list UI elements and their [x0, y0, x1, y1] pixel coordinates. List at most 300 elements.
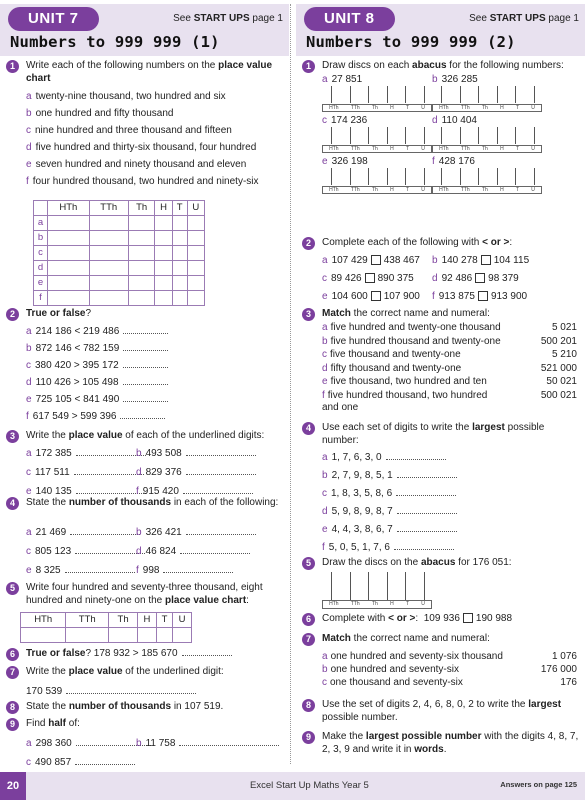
abacus-rod	[478, 168, 479, 185]
question-number: 3	[6, 430, 19, 443]
item-letter: f	[26, 411, 29, 422]
abacus-rod	[515, 127, 516, 144]
question-4	[302, 422, 581, 557]
abacus-rod	[424, 572, 425, 600]
abacus-rod	[534, 86, 535, 103]
question-number: 8	[302, 699, 315, 712]
list-item	[136, 738, 279, 751]
question-text: True or false? 178 932 > 185 670	[26, 648, 285, 661]
list-item	[322, 506, 457, 519]
question-text: True or false?	[26, 308, 92, 319]
list-item	[26, 565, 135, 578]
list-item	[322, 542, 454, 555]
left-number: 89 426	[331, 273, 362, 284]
item-text: 27 851	[331, 74, 363, 85]
rod-label: Th	[371, 104, 378, 111]
item-text: fifty thousand and twenty-one	[330, 362, 462, 374]
rod-label: HTh	[329, 145, 339, 152]
item-text: 1, 7, 6, 3, 0	[331, 452, 382, 463]
rod-label: H	[390, 601, 394, 608]
item-text: 872 146 < 782 159	[35, 343, 120, 354]
table-cell[interactable]	[155, 261, 172, 276]
question-5	[6, 582, 285, 647]
table-cell[interactable]	[89, 216, 128, 231]
abacus-base	[432, 104, 542, 112]
right-number: 890 375	[377, 273, 414, 284]
table-cell[interactable]	[187, 276, 204, 291]
match-name	[322, 390, 487, 403]
question-text: Complete with < or >: 109 936 190 988	[322, 613, 513, 624]
question-6	[6, 648, 285, 661]
item-letter: d	[322, 362, 328, 374]
answer-blank[interactable]	[70, 527, 140, 535]
item-letter: c	[322, 115, 327, 126]
list-item	[26, 757, 135, 770]
table-cell[interactable]	[89, 231, 128, 246]
question-number: 2	[6, 308, 19, 321]
answer-blank[interactable]	[394, 542, 454, 550]
answer-blank[interactable]	[66, 686, 196, 694]
table-cell[interactable]	[128, 276, 155, 291]
abacus-rod	[515, 168, 516, 185]
item-letter: a	[322, 74, 328, 85]
item-text: 140 135	[35, 486, 72, 497]
item-letter: e	[322, 524, 328, 535]
item-letter: a	[26, 91, 32, 102]
abacus-rod	[460, 86, 461, 103]
match-name	[322, 349, 461, 362]
table-row	[34, 291, 205, 306]
item-text: 46 824	[145, 546, 177, 557]
item-text: 172 385	[35, 448, 72, 459]
table-cell[interactable]	[48, 261, 90, 276]
answer-blank[interactable]	[397, 506, 457, 514]
table-cell[interactable]	[128, 231, 155, 246]
question-number: 4	[302, 422, 315, 435]
question-number: 9	[6, 718, 19, 731]
answer-blank[interactable]	[120, 411, 165, 419]
unit-label: UNIT 7	[8, 7, 99, 31]
abacus-rod	[497, 86, 498, 103]
table-cell[interactable]	[48, 291, 90, 306]
answers-reference: Answers on page 125	[500, 780, 577, 789]
question-text: Use each set of digits to write the largest possible number:	[322, 422, 545, 446]
abacus-rod	[534, 168, 535, 185]
item-letter: a	[26, 527, 32, 538]
list-item	[26, 448, 146, 461]
item-text: 2, 7, 9, 8, 5, 1	[331, 470, 393, 481]
abacus-rod	[460, 168, 461, 185]
table-cell[interactable]	[89, 291, 128, 306]
question-1	[6, 60, 285, 310]
item-letter: c	[322, 677, 327, 688]
item-letter: b	[136, 527, 142, 538]
rod-label: H	[390, 186, 394, 193]
comparison-item	[432, 273, 519, 286]
answer-blank[interactable]	[386, 452, 446, 460]
item-letter: c	[322, 273, 327, 284]
table-cell[interactable]	[187, 216, 204, 231]
rod-label: U	[421, 186, 425, 193]
table-cell[interactable]	[89, 246, 128, 261]
abacus-rod	[331, 127, 332, 144]
column-header: Th	[109, 613, 138, 628]
item-text: 998	[142, 565, 160, 576]
item-text: 11 758	[145, 738, 176, 749]
abacus-rod	[497, 168, 498, 185]
table-cell[interactable]	[155, 216, 172, 231]
rod-label: U	[421, 104, 425, 111]
table-cell[interactable]	[155, 246, 172, 261]
row-label: a	[34, 216, 48, 231]
answer-blank[interactable]	[74, 467, 144, 475]
unit-label: UNIT 8	[304, 7, 395, 31]
item-letter: f	[322, 389, 325, 401]
table-row	[34, 231, 205, 246]
list-item	[136, 527, 256, 540]
answer-box[interactable]	[371, 255, 381, 265]
rod-label: U	[531, 145, 535, 152]
list-item	[26, 108, 173, 121]
abacus-base	[322, 145, 432, 153]
item-letter: e	[322, 291, 328, 302]
question-text: Draw discs on each abacus for the following numbers:	[322, 60, 564, 71]
item-text: 21 469	[35, 527, 67, 538]
answer-blank[interactable]	[397, 524, 457, 532]
item-text: 326 421	[145, 527, 182, 538]
answer-box[interactable]	[478, 291, 488, 301]
question-number: 6	[6, 648, 19, 661]
abacus-rod	[478, 86, 479, 103]
abacus[interactable]	[322, 127, 432, 153]
question-number: 3	[302, 308, 315, 321]
column-header: HTh	[48, 201, 90, 216]
item-text: 5, 0, 5, 1, 7, 6	[328, 542, 390, 553]
match-numeral: 5 021	[551, 322, 577, 333]
item-text: one hundred and fifty thousand	[35, 108, 174, 119]
item-text: twenty-nine thousand, two hundred and six	[35, 91, 226, 102]
answer-blank[interactable]	[123, 377, 168, 385]
table-cell[interactable]	[48, 231, 90, 246]
answer-blank[interactable]	[180, 546, 250, 554]
row-label: c	[34, 246, 48, 261]
rod-label: H	[390, 145, 394, 152]
item-text: 915 420	[142, 486, 179, 497]
abacus[interactable]	[322, 168, 432, 194]
row-label: b	[34, 231, 48, 246]
list-item	[26, 394, 168, 407]
table-cell[interactable]	[128, 246, 155, 261]
item-text: 490 857	[35, 757, 72, 768]
rod-label: HTh	[329, 104, 339, 111]
question-6	[302, 613, 581, 626]
item-text: one hundred and seventy-six	[330, 664, 459, 675]
item-text: 110 404	[441, 115, 477, 126]
column-header: T	[172, 201, 187, 216]
abacus-rod	[387, 168, 388, 185]
item-text: 174 236	[331, 115, 368, 126]
item-letter: c	[26, 546, 31, 557]
item-text: 380 420 > 395 172	[35, 360, 119, 371]
list-item	[432, 74, 478, 87]
table-cell[interactable]	[187, 231, 204, 246]
question-number: 4	[6, 497, 19, 510]
item-letter: d	[26, 377, 32, 388]
match-numeral: 500 021	[540, 389, 577, 401]
question-text: Write four hundred and seventy-three thousand, eight hundred and ninety-one on the place value chart:	[26, 582, 263, 606]
abacus[interactable]	[322, 86, 432, 112]
column-header: HTh	[21, 613, 66, 628]
table-cell[interactable]	[187, 291, 204, 306]
item-letter: a	[26, 448, 32, 459]
table-cell[interactable]	[128, 291, 155, 306]
list-item	[136, 467, 256, 480]
table-cell[interactable]	[187, 261, 204, 276]
abacus-rod	[350, 86, 351, 103]
question-text: Write each of the following numbers on the place value chart	[26, 60, 273, 84]
question-text: State the number of thousands in each of the following:	[26, 497, 279, 508]
question-number: 1	[6, 60, 19, 73]
list-item	[136, 448, 256, 461]
list-item	[322, 488, 456, 501]
match-name	[322, 677, 463, 690]
question-number: 9	[302, 731, 315, 744]
column-header: U	[173, 613, 192, 628]
match-numeral: 5 210	[551, 349, 577, 360]
rod-label: Th	[481, 145, 488, 152]
match-name	[322, 664, 459, 677]
answer-blank[interactable]	[186, 527, 256, 535]
answer-blank[interactable]	[396, 488, 456, 496]
answer-blank[interactable]	[123, 343, 168, 351]
row-label: f	[34, 291, 48, 306]
rod-label: TTh	[460, 104, 470, 111]
list-item	[322, 115, 367, 128]
table-cell[interactable]	[155, 276, 172, 291]
item-letter: e	[26, 159, 32, 170]
list-item	[26, 176, 259, 189]
table-cell[interactable]	[172, 246, 187, 261]
abacus-rod	[441, 168, 442, 185]
abacus[interactable]	[322, 571, 432, 609]
question-text: Complete each of the following with < or >:	[322, 237, 513, 248]
rod-label: T	[405, 104, 409, 111]
comparison-item	[432, 255, 529, 268]
table-row	[34, 261, 205, 276]
unit-7-column	[0, 4, 289, 768]
question-8	[302, 699, 581, 727]
item-letter: f	[322, 542, 325, 553]
item-text: 8 325	[35, 565, 61, 576]
left-number: 92 486	[441, 273, 473, 284]
page-footer	[0, 772, 585, 800]
item-text: 5, 9, 8, 9, 8, 7	[331, 506, 393, 517]
abacus-base	[322, 186, 432, 194]
abacus-rod	[387, 86, 388, 103]
match-name	[322, 363, 461, 376]
abacus-rod	[424, 86, 425, 103]
item-letter: a	[322, 322, 328, 333]
abacus-rod	[405, 127, 406, 144]
start-ups-reference: See START UPS page 1	[469, 13, 579, 24]
item-letter: e	[26, 565, 32, 576]
answer-blank[interactable]	[123, 394, 168, 402]
item-text: four hundred thousand, two hundred and ninety-six	[32, 176, 259, 187]
page-number: 20	[0, 772, 26, 800]
answer-box[interactable]	[463, 613, 473, 623]
table-cell[interactable]	[89, 276, 128, 291]
rod-label: Th	[371, 186, 378, 193]
rod-label: U	[531, 104, 535, 111]
question-text: State the number of thousands in 107 519.	[26, 701, 224, 712]
place-value-chart	[20, 612, 192, 643]
table-row	[34, 276, 205, 291]
abacus-rod	[387, 572, 388, 600]
item-text: 617 549 > 599 396	[32, 411, 117, 422]
abacus-rod	[350, 127, 351, 144]
table-cell[interactable]	[155, 231, 172, 246]
match-name	[322, 376, 487, 389]
question-number: 8	[6, 701, 19, 714]
table-cell[interactable]	[172, 261, 187, 276]
item-text: 428 176	[438, 156, 475, 167]
match-name	[322, 651, 503, 664]
item-letter: b	[322, 470, 328, 481]
item-text: 829 376	[145, 467, 182, 478]
abacus-rod	[350, 572, 351, 600]
item-text: 214 186 < 219 486	[35, 326, 120, 337]
answer-blank[interactable]	[183, 486, 253, 494]
item-letter: a	[322, 255, 328, 266]
list-item	[136, 546, 250, 559]
rod-label: T	[515, 186, 519, 193]
rod-label: H	[500, 186, 504, 193]
rod-label: H	[390, 104, 394, 111]
item-letter: b	[432, 74, 438, 85]
question-1	[302, 60, 581, 240]
left-number: 107 429	[331, 255, 368, 266]
table-row	[34, 216, 205, 231]
table-cell[interactable]	[48, 246, 90, 261]
answer-blank[interactable]	[75, 757, 135, 765]
answer-blank[interactable]	[397, 470, 457, 478]
abacus-rod	[424, 168, 425, 185]
list-item	[26, 125, 232, 138]
column-header: TTh	[66, 613, 109, 628]
abacus-rod	[331, 168, 332, 185]
question-9	[302, 731, 581, 771]
table-cell[interactable]	[128, 261, 155, 276]
item-letter: d	[136, 546, 142, 557]
item-text: five thousand, two hundred and ten	[330, 376, 487, 387]
rod-label: Th	[371, 601, 378, 608]
answer-blank[interactable]	[179, 738, 279, 746]
abacus-rod	[331, 86, 332, 103]
table-cell[interactable]	[89, 261, 128, 276]
row-label: e	[34, 276, 48, 291]
table-cell[interactable]	[128, 216, 155, 231]
item-letter: d	[322, 506, 328, 517]
rod-label: Th	[481, 104, 488, 111]
rod-label: H	[500, 145, 504, 152]
list-item	[432, 156, 475, 169]
answer-blank[interactable]	[186, 448, 256, 456]
item-letter: b	[26, 343, 32, 354]
item-letter: a	[322, 651, 328, 662]
list-item	[26, 326, 168, 339]
match-numeral: 521 000	[540, 362, 577, 374]
table-cell[interactable]	[172, 276, 187, 291]
item-letter: d	[432, 115, 438, 126]
question-text: Make the largest possible number with the digits 4, 8, 7, 2, 3, 9 and write it in words.	[322, 731, 579, 755]
question-text: Write the place value of the underlined digit:	[26, 666, 224, 677]
column-header: Th	[128, 201, 155, 216]
item-letter: d	[26, 142, 32, 153]
match-numeral: 176 000	[540, 664, 577, 675]
answer-box[interactable]	[475, 273, 485, 283]
answer-blank[interactable]	[75, 546, 145, 554]
table-cell[interactable]	[48, 276, 90, 291]
list-item	[26, 343, 168, 356]
table-cell[interactable]	[155, 291, 172, 306]
question-number: 2	[302, 237, 315, 250]
table-cell[interactable]	[172, 231, 187, 246]
column-header: H	[155, 201, 172, 216]
item-letter: c	[26, 467, 31, 478]
item-letter: b	[432, 255, 438, 266]
abacus-rod	[331, 572, 332, 600]
answer-blank[interactable]	[65, 565, 135, 573]
abacus-rod	[405, 572, 406, 600]
table-cell[interactable]	[48, 216, 90, 231]
answer-box[interactable]	[371, 291, 381, 301]
rod-label: T	[515, 104, 519, 111]
table-cell[interactable]	[187, 246, 204, 261]
table-cell[interactable]	[172, 216, 187, 231]
left-number: 913 875	[438, 291, 475, 302]
answer-box[interactable]	[365, 273, 375, 283]
abacus[interactable]	[432, 168, 542, 194]
abacus[interactable]	[432, 86, 542, 112]
list-item	[322, 524, 457, 537]
column-header: T	[156, 613, 172, 628]
table-corner	[34, 201, 48, 216]
table-cell[interactable]	[172, 291, 187, 306]
list-item	[26, 411, 165, 424]
answer-blank[interactable]	[123, 326, 168, 334]
question-4	[6, 497, 285, 577]
item-letter: c	[322, 488, 327, 499]
answer-blank[interactable]	[163, 565, 233, 573]
question-5	[302, 557, 581, 612]
answer-box[interactable]	[481, 255, 491, 265]
answer-blank[interactable]	[123, 360, 168, 368]
right-number: 104 115	[493, 255, 530, 266]
item-text: nine hundred and three thousand and fifteen	[35, 125, 232, 136]
list-item	[322, 452, 446, 465]
column-header: TTh	[89, 201, 128, 216]
answer-blank[interactable]	[186, 467, 256, 475]
question-text: Match the correct name and numeral:	[322, 308, 490, 319]
question-text: Draw the discs on the abacus for 176 051:	[322, 557, 512, 568]
row-label: d	[34, 261, 48, 276]
page-title: Numbers to 999 999 (1)	[10, 33, 220, 51]
item-text: 805 123	[35, 546, 72, 557]
unit-8-banner	[296, 4, 585, 56]
book-title: Excel Start Up Maths Year 5	[250, 780, 369, 791]
abacus[interactable]	[432, 127, 542, 153]
table-row	[34, 246, 205, 261]
